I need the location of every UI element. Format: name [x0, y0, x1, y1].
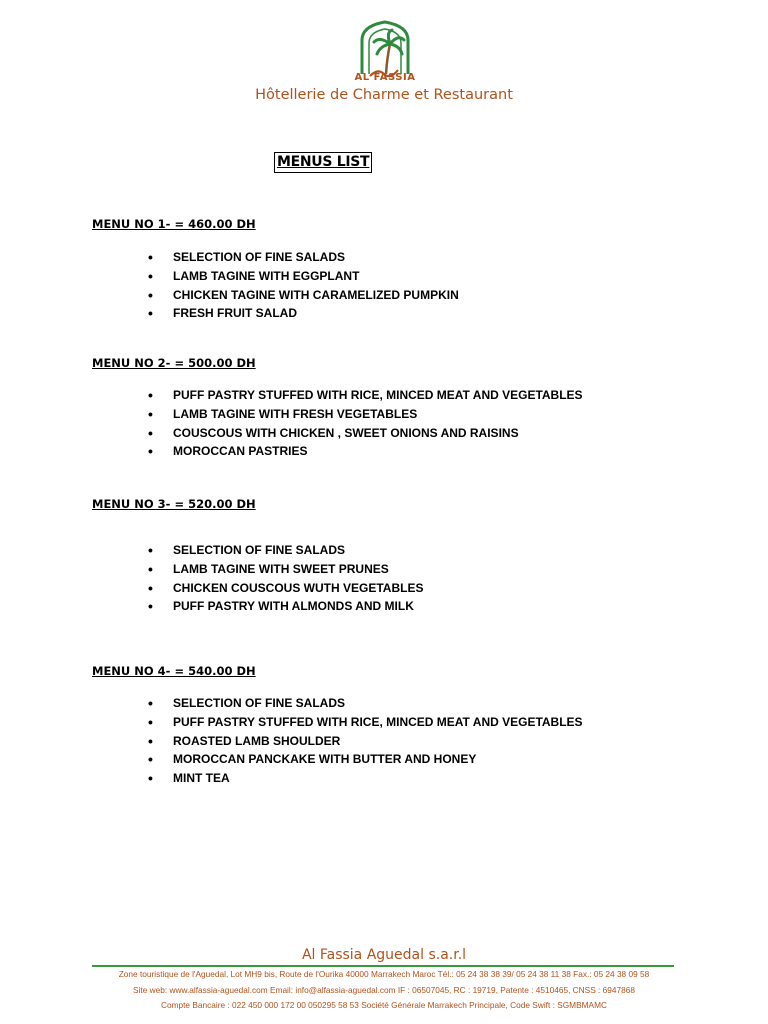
list-item: • SELECTION OF FINE SALADS [148, 694, 583, 713]
menu-heading: MENU NO 4- = 540.00 DH [92, 664, 256, 678]
list-item: • LAMB TAGINE WITH FRESH VEGETABLES [148, 405, 583, 424]
menu-item-list [148, 386, 583, 461]
menu-heading: MENU NO 3- = 520.00 DH [92, 497, 256, 511]
menu-item-list [148, 541, 423, 616]
footer-address: Zone touristique de l'Aguedal, Lot MH9 bis, Route de l'Ourika 40000 Marrakech Maroc Tél.: 05 24 38 38 39/ 05 24 38 11 38 Fax.: 05 24 38 09 58 [118, 969, 650, 979]
list-item: • CHICKEN COUSCOUS WUTH VEGETABLES [148, 579, 423, 598]
list-item: • SELECTION OF FINE SALADS [148, 541, 423, 560]
list-item: • MOROCCAN PASTRIES [148, 442, 583, 461]
list-item: • LAMB TAGINE WITH EGGPLANT [148, 267, 459, 286]
list-item: • SELECTION OF FINE SALADS [148, 248, 459, 267]
list-item: • ROASTED LAMB SHOULDER [148, 732, 583, 751]
list-item: • MOROCCAN PANCKAKE WITH BUTTER AND HONEY [148, 750, 583, 769]
footer-contact: Site web: www.alfassia-aguedal.com Email: info@alfassia-aguedal.com IF : 06507045, RC : 19719, Patente : 4510465, CNSS : 6947868 [133, 985, 635, 995]
list-item: • PUFF PASTRY WITH ALMONDS AND MILK [148, 597, 423, 616]
logo-wordmark: AL FASSIA [354, 72, 416, 83]
footer-divider [92, 965, 674, 967]
footer-bank: Compte Bancaire : 022 450 000 172 00 050295 58 53 Société Générale Marrakech Principale, Code Swift : SGMBMAMC [161, 1000, 607, 1010]
list-item: • PUFF PASTRY STUFFED WITH RICE, MINCED MEAT AND VEGETABLES [148, 386, 583, 405]
list-item: • FRESH FRUIT SALAD [148, 304, 459, 323]
menu-item-list [148, 694, 583, 788]
menu-heading: MENU NO 2- = 500.00 DH [92, 356, 256, 370]
menu-item-list [148, 248, 459, 323]
list-item: • PUFF PASTRY STUFFED WITH RICE, MINCED MEAT AND VEGETABLES [148, 713, 583, 732]
menu-heading: MENU NO 1- = 460.00 DH [92, 217, 256, 231]
page-title: MENUS LIST [274, 152, 372, 173]
list-item: • CHICKEN TAGINE WITH CARAMELIZED PUMPKIN [148, 286, 459, 305]
list-item: • LAMB TAGINE WITH SWEET PRUNES [148, 560, 423, 579]
tagline: Hôtellerie de Charme et Restaurant [255, 87, 513, 103]
company-name: Al Fassia Aguedal s.a.r.l [301, 947, 467, 963]
list-item: • COUSCOUS WITH CHICKEN , SWEET ONIONS AND RAISINS [148, 424, 583, 443]
list-item: • MINT TEA [148, 769, 583, 788]
